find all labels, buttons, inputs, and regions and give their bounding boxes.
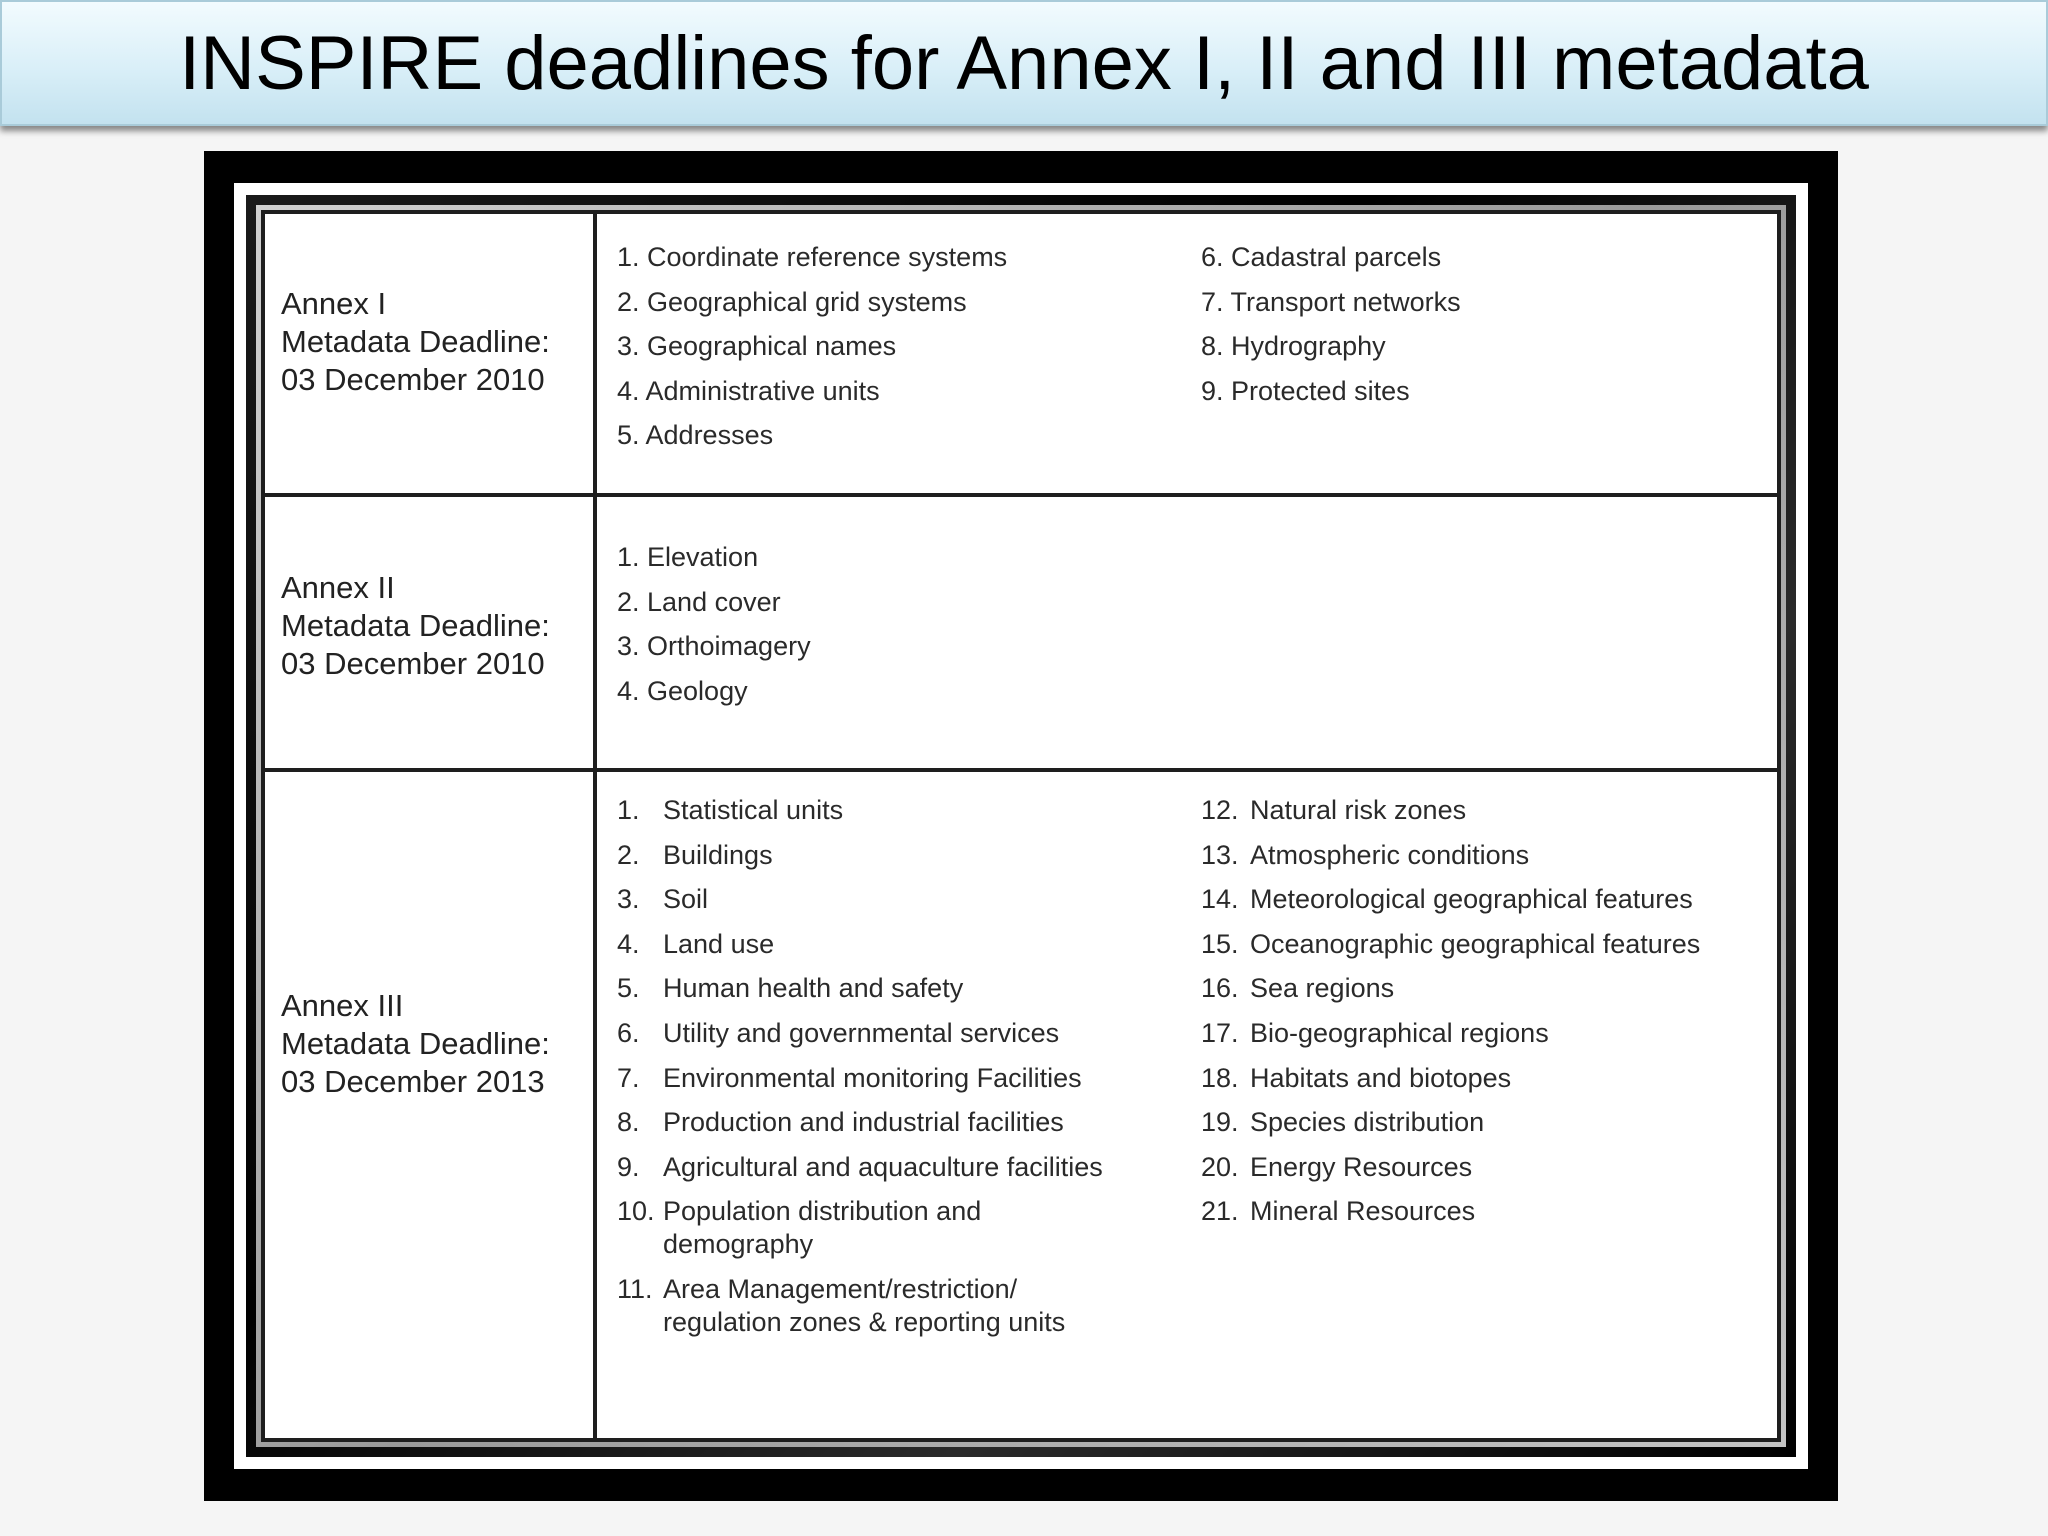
theme-text: Population distribution and demography (663, 1196, 982, 1260)
theme-number: 4. (617, 928, 640, 959)
theme-text: Habitats and biotopes (1250, 1062, 1512, 1093)
theme-text: Species distribution (1250, 1107, 1485, 1138)
deadline-date: 03 December 2013 (281, 1064, 545, 1099)
theme-number: 9. (617, 1151, 640, 1182)
theme-text: Environmental monitoring Facilities (663, 1062, 1082, 1093)
frame-bevel-border (246, 195, 1796, 1457)
table-frame (204, 151, 1838, 1501)
theme-item (617, 1273, 1177, 1339)
theme-list-left (617, 794, 1177, 1351)
theme-text: Energy Resources (1250, 1151, 1473, 1182)
theme-item (617, 883, 1177, 916)
theme-number: 16. (1201, 973, 1239, 1004)
annex-label (281, 285, 550, 399)
theme-number: 1. (617, 795, 640, 825)
theme-item: 9. Protected sites (1201, 375, 1410, 406)
theme-number: 11. (617, 1273, 653, 1304)
annex-label (281, 987, 550, 1101)
theme-number: 21. (1201, 1196, 1239, 1227)
theme-text: Atmospheric conditions (1250, 839, 1530, 870)
theme-item: 5. Addresses (617, 420, 774, 451)
annex-name: Annex III (281, 988, 404, 1023)
theme-item (617, 794, 1177, 827)
deadline-label: Metadata Deadline: (281, 1026, 550, 1061)
theme-item: 1. Elevation (617, 542, 759, 572)
theme-text: Statistical units (663, 795, 844, 825)
theme-number: 12. (1201, 795, 1239, 825)
theme-item (617, 1017, 1177, 1050)
theme-item: 1. Coordinate reference systems (617, 242, 1008, 272)
theme-item: 6. Cadastral parcels (1201, 242, 1442, 272)
theme-text: Natural risk zones (1250, 795, 1467, 825)
theme-list-right (1201, 794, 1700, 1240)
theme-number: 20. (1201, 1151, 1239, 1182)
theme-item (1201, 1151, 1700, 1184)
deadline-label: Metadata Deadline: (281, 608, 550, 643)
deadline-date: 03 December 2010 (281, 362, 545, 397)
theme-list-left (617, 541, 811, 719)
theme-item: 4. Geology (617, 675, 748, 706)
theme-item (617, 1106, 1177, 1139)
theme-item (1201, 1106, 1700, 1139)
theme-item: 8. Hydrography (1201, 331, 1386, 362)
title-bar (0, 0, 2048, 126)
theme-item: 7. Transport networks (1201, 286, 1461, 317)
theme-number: 14. (1201, 884, 1239, 915)
theme-text: Area Management/restriction/ regulation zones & reporting units (663, 1273, 1066, 1337)
theme-item: 2. Land cover (617, 586, 781, 617)
theme-item (1201, 928, 1700, 961)
theme-item (1201, 883, 1700, 916)
annex-themes-cell (597, 214, 1777, 493)
theme-text: Meteorological geographical features (1250, 884, 1693, 915)
theme-item (1201, 1017, 1700, 1050)
theme-text: Land use (663, 928, 775, 959)
annex-name: Annex II (281, 570, 395, 605)
theme-text: Utility and governmental services (663, 1017, 1060, 1048)
theme-item: 4. Administrative units (617, 375, 880, 406)
theme-item (1201, 1062, 1700, 1095)
annex-themes-cell (597, 772, 1777, 1438)
annex-name: Annex I (281, 286, 387, 321)
frame-white-border (234, 183, 1808, 1469)
theme-item (617, 1151, 1177, 1184)
theme-number: 17. (1201, 1017, 1239, 1048)
theme-text: Agricultural and aquaculture facilities (663, 1151, 1103, 1182)
theme-number: 7. (617, 1062, 640, 1093)
theme-text: Buildings (663, 839, 773, 870)
theme-item (1201, 839, 1700, 872)
theme-number: 15. (1201, 928, 1239, 959)
theme-item (1201, 1195, 1700, 1228)
theme-item: 3. Geographical names (617, 331, 897, 362)
theme-number: 19. (1201, 1107, 1239, 1138)
theme-number: 2. (617, 839, 640, 870)
theme-number: 3. (617, 884, 640, 915)
page-title: INSPIRE deadlines for Annex I, II and III metadata (179, 20, 1869, 106)
deadline-date: 03 December 2010 (281, 646, 545, 681)
deadline-label: Metadata Deadline: (281, 324, 550, 359)
theme-item (617, 1062, 1177, 1095)
annex-label-cell (265, 772, 597, 1438)
theme-text: Sea regions (1250, 973, 1395, 1004)
theme-item (1201, 794, 1700, 827)
theme-item (1201, 972, 1700, 1005)
theme-item (617, 839, 1177, 872)
theme-list-left (617, 241, 1007, 464)
annex-row-3 (265, 772, 1777, 1438)
annex-row-2 (265, 497, 1777, 772)
theme-number: 6. (617, 1017, 640, 1048)
theme-text: Bio-geographical regions (1250, 1017, 1549, 1048)
theme-number: 8. (617, 1107, 640, 1138)
annex-label-cell (265, 214, 597, 493)
theme-text: Human health and safety (663, 973, 964, 1004)
theme-number: 10. (617, 1196, 655, 1227)
theme-item: 3. Orthoimagery (617, 631, 811, 662)
theme-text: Oceanographic geographical features (1250, 928, 1701, 959)
annex-themes-cell (597, 497, 1777, 768)
annex-table (261, 210, 1781, 1442)
theme-text: Soil (663, 884, 709, 915)
theme-text: Mineral Resources (1250, 1196, 1476, 1227)
theme-item (617, 928, 1177, 961)
annex-label-cell (265, 497, 597, 768)
theme-number: 5. (617, 973, 640, 1004)
theme-item: 2. Geographical grid systems (617, 286, 967, 317)
theme-text: Production and industrial facilities (663, 1107, 1064, 1138)
annex-label (281, 569, 550, 683)
theme-number: 13. (1201, 839, 1239, 870)
theme-item (617, 1195, 1177, 1261)
theme-list-right (1201, 241, 1461, 419)
annex-row-1 (265, 214, 1777, 497)
theme-item (617, 972, 1177, 1005)
frame-grey-border (256, 205, 1786, 1447)
theme-number: 18. (1201, 1062, 1239, 1093)
